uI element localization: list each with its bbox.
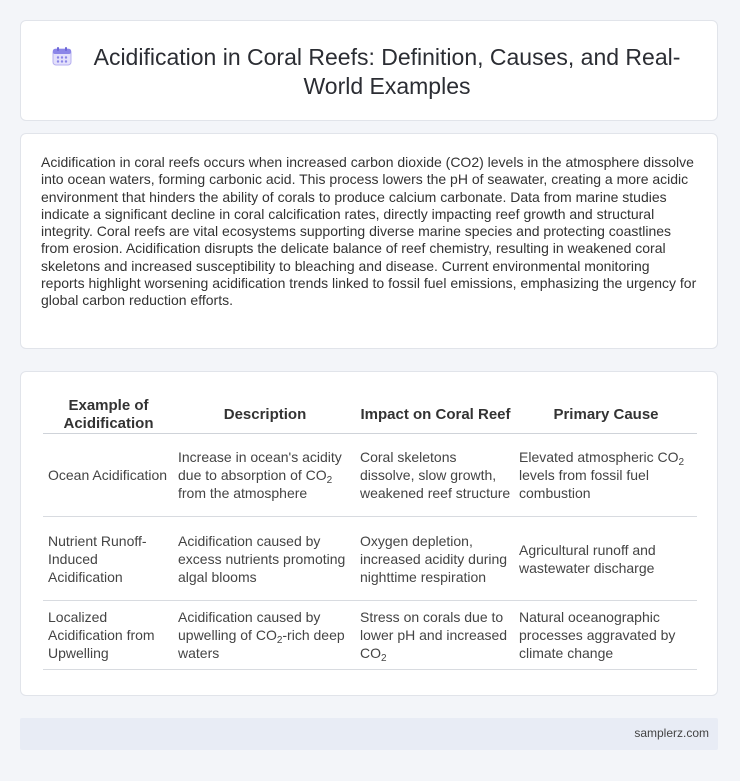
cell-description [174, 434, 356, 517]
calendar-icon [51, 45, 73, 67]
table-header-row [43, 394, 697, 434]
cell-text: -rich deep waters [178, 627, 345, 661]
examples-table [43, 394, 697, 670]
cell-text: Increase in ocean's acidity due to absorption of CO [178, 449, 342, 483]
table-row [43, 434, 697, 517]
header-description: Description [174, 394, 356, 434]
cell-cause [515, 434, 697, 517]
cell-text: levels from fossil fuel combustion [519, 467, 649, 501]
cell-description [174, 601, 356, 670]
subscript: 2 [326, 475, 333, 486]
footer-site-link[interactable]: samplerz.com [634, 726, 709, 740]
subscript: 2 [381, 653, 387, 664]
header-example: Example of Acidification [43, 394, 174, 434]
cell-impact: Coral skeletons dissolve, slow growth, weakened reef structure [356, 434, 515, 517]
intro-card [20, 133, 718, 349]
table-row [43, 517, 697, 601]
cell-text: Acidification caused by upwelling of CO [178, 609, 321, 643]
cell-text: Stress on corals due to lower pH and increased CO [360, 609, 508, 661]
subscript: 2 [276, 635, 283, 646]
title-card [20, 20, 718, 121]
title-wrap [51, 43, 697, 101]
cell-text: from the atmosphere [178, 485, 308, 501]
header-cause: Primary Cause [515, 394, 697, 434]
footer [20, 718, 718, 750]
cell-example: Nutrient Runoff-Induced Acidification [43, 517, 174, 601]
cell-cause: Natural oceanographic processes aggravated by climate change [515, 601, 697, 670]
cell-cause: Agricultural runoff and wastewater discharge [515, 517, 697, 601]
cell-text: Elevated atmospheric CO [519, 449, 679, 465]
cell-example: Localized Acidification from Upwelling [43, 601, 174, 670]
table-row [43, 601, 697, 670]
cell-description: Acidification caused by excess nutrients promoting algal blooms [174, 517, 356, 601]
cell-impact: Oxygen depletion, increased acidity during nighttime respiration [356, 517, 515, 601]
page-title: Acidification in Coral Reefs: Definition, Causes, and Real-World Examples [93, 44, 681, 99]
cell-example: Ocean Acidification [43, 434, 174, 517]
cell-impact [356, 601, 515, 670]
header-impact: Impact on Coral Reef [356, 394, 515, 434]
subscript: 2 [678, 457, 685, 468]
intro-paragraph: Acidification in coral reefs occurs when increased carbon dioxide (CO2) levels in the atmosphere dissolve into ocean waters, forming carbonic acid. This process lowers the pH of seawater, creating a more acidic environment that hinders the ability of corals to produce calcium carbonate. Data from marine studies indicate a significant decline in coral calcification rates, directly impacting reef growth and structural integrity. Coral reefs are vital ecosystems supporting diverse marine species and protecting coastlines from erosion. Acidification disrupts the delicate balance of reef chemistry, resulting in weakened coral skeletons and increased susceptibility to bleaching and disease. Current environmental monitoring reports highlight worsening acidification trends linked to fossil fuel emissions, emphasizing the urgency for global carbon reduction efforts. [41, 154, 697, 309]
table-card [20, 371, 718, 696]
